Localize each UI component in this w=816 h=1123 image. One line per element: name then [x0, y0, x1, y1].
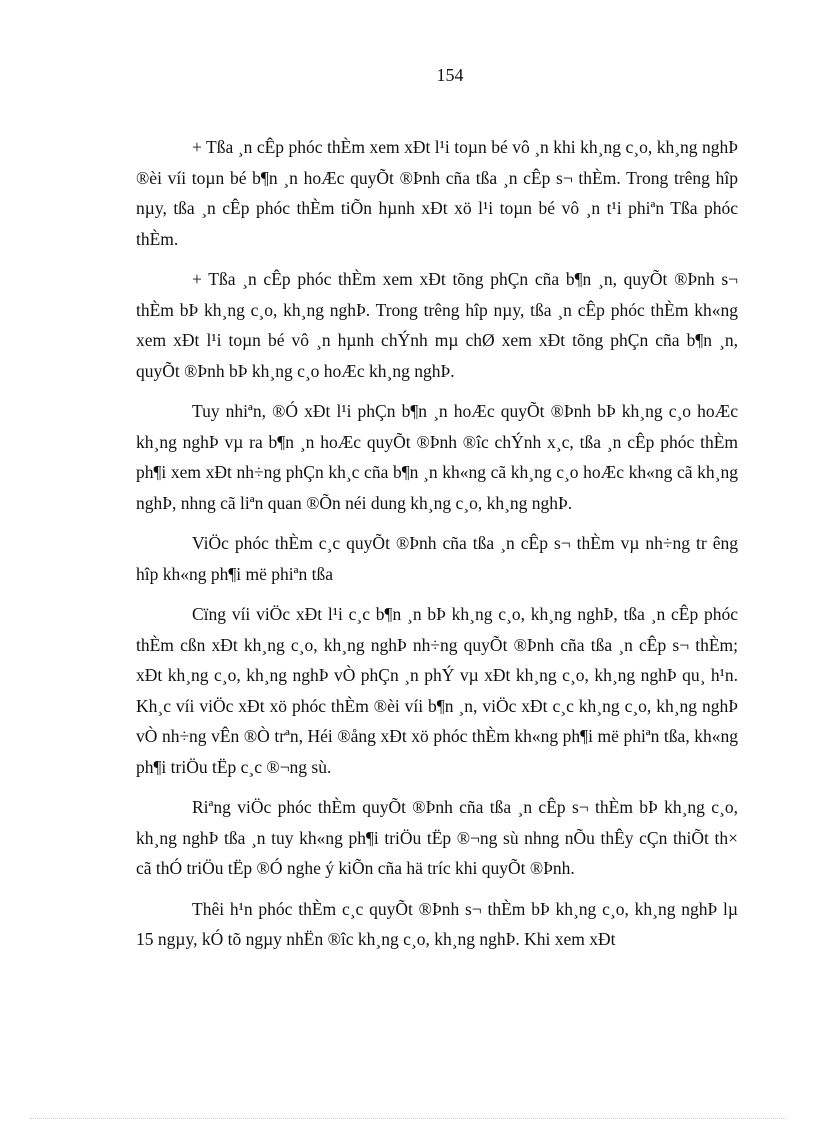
paragraph-section-heading: ViÖc phóc thÈm c¸c quyÕt ®Þnh cña tßa ¸n cÊp s¬ thÈm vµ nh÷ng tr êng hîp kh«ng ph¶i më phiªn tßa [136, 533, 738, 584]
paragraph-appeal-partial-case: + Tßa ¸n cÊp phóc thÈm xem xÐt tõng phÇn cña b¶n ¸n, quyÕt ®Þnh s¬ thÈm bÞ kh¸ng c¸o, kh¸ng nghÞ. Trong trêng hîp nµy, tßa ¸n cÊp phóc thÈm kh«ng xem xÐt l¹i toµn bé vô ¸n hµnh chÝnh mµ chØ xem xÐt tõng phÇn cña b¶n ¸n, quyÕt ®Þnh bÞ kh¸ng c¸o hoÆc kh¸ng nghÞ. [136, 269, 738, 381]
body-text [136, 132, 738, 965]
paragraph-decisions-review: Cïng víi viÖc xÐt l¹i c¸c b¶n ¸n bÞ kh¸ng c¸o, kh¸ng nghÞ, tßa ¸n cÊp phóc thÈm cßn xÐt kh¸ng c¸o, kh¸ng nghÞ nh÷ng quyÕt ®Þnh cña tßa ¸n cÊp s¬ thÈm; xÐt kh¸ng c¸o, kh¸ng nghÞ vÒ phÇn ¸n phÝ vµ xÐt kh¸ng c¸o, kh¸ng nghÞ qu¸ h¹n. Kh¸c víi viÖc xÐt xö phóc thÈm ®èi víi b¶n ¸n, viÖc xÐt c¸c kh¸ng c¸o, kh¸ng nghÞ vÒ nh÷ng vÊn ®Ò trªn, Héi ®ång xÐt xö phóc thÈm kh«ng ph¶i më phiªn tßa, kh«ng ph¶i triÖu tËp c¸c ®¬ng sù. [136, 604, 738, 777]
paragraph-separate-review: Riªng viÖc phóc thÈm quyÕt ®Þnh cña tßa ¸n cÊp s¬ thÈm bÞ kh¸ng c¸o, kh¸ng nghÞ tßa ¸n tuy kh«ng ph¶i triÖu tËp ®¬ng sù nhng nÕu thÊy cÇn thiÕt th× cã thÓ triÖu tËp ®Ó nghe ý kiÕn cña hä tríc khi quyÕt ®Þnh. [136, 797, 738, 878]
page-bottom-divider [30, 1118, 786, 1119]
page-number: 154 [436, 65, 464, 85]
paragraph-however: Tuy nhiªn, ®Ó xÐt l¹i phÇn b¶n ¸n hoÆc quyÕt ®Þnh bÞ kh¸ng c¸o hoÆc kh¸ng nghÞ vµ ra b¶n ¸n hoÆc quyÕt ®Þnh ®îc chÝnh x¸c, tßa ¸n cÊp phóc thÈm ph¶i xem xÐt nh÷ng phÇn kh¸c cña b¶n ¸n kh«ng cã kh¸ng c¸o hoÆc kh«ng cã kh¸ng nghÞ, nhng cã liªn quan ®Õn néi dung kh¸ng c¸o, kh¸ng nghÞ. [136, 401, 738, 513]
paragraph-appeal-whole-case: + Tßa ¸n cÊp phóc thÈm xem xÐt l¹i toµn bé vô ¸n khi kh¸ng c¸o, kh¸ng nghÞ ®èi víi toµn bé b¶n ¸n hoÆc quyÕt ®Þnh cña tßa ¸n cÊp s¬ thÈm. Trong trêng hîp nµy, tßa ¸n cÊp phóc thÈm tiÕn hµnh xÐt xö l¹i toµn bé vô ¸n t¹i phiªn Tßa phóc thÈm. [136, 137, 738, 249]
paragraph-time-limit: Thêi h¹n phóc thÈm c¸c quyÕt ®Þnh s¬ thÈm bÞ kh¸ng c¸o, kh¸ng nghÞ lµ 15 ngµy, kÓ tõ ngµy nhËn ®îc kh¸ng c¸o, kh¸ng nghÞ. Khi xem xÐt [136, 898, 738, 949]
